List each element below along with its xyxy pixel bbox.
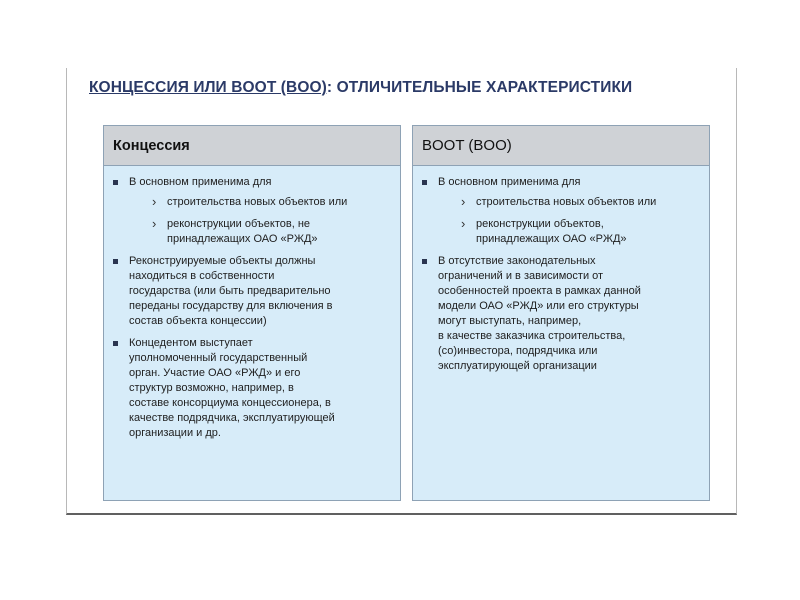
sub-list-item: › реконструкции объектов, не принадлежащих ОАО «РЖД» [129,217,390,247]
list-item: В основном применима для › строительства новых объектов или › реконструкции объектов, не принадлежащих ОАО «РЖД» [109,175,390,247]
boot-body [413,166,709,374]
list-item: В основном применима для › строительства новых объектов или › реконструкции объектов, принадлежащих ОАО «РЖД» [418,175,699,247]
boot-header: BOOT (BOO) [413,126,709,166]
slide-title [89,79,632,97]
sub-list-item: › строительства новых объектов или [129,195,390,210]
sub-list-item: › реконструкции объектов, принадлежащих ОАО «РЖД» [438,217,699,247]
concession-body [104,166,400,441]
title-rest: : ОТЛИЧИТЕЛЬНЫЕ ХАРАКТЕРИСТИКИ [326,79,633,96]
list-item: Концедентом выступает уполномоченный государственный орган. Участие ОАО «РЖД» и его структур возможно, например, в составе консорциума концессионера, в качестве подрядчика, эксплуатирующей организации и др. [109,336,390,441]
boot-column [412,125,710,501]
concession-header: Концессия [104,126,400,166]
concession-column [103,125,401,501]
list-item: Реконструируемые объекты должны находиться в собственности государства (или быть предварительно переданы государству для включения в состав объекта концессии) [109,254,390,329]
list-item: В отсутствие законодательных ограничений и в зависимости от особенностей проекта в рамках данной модели ОАО «РЖД» или его структуры могут выступать, например, в качестве заказчика строительства, (со)инвестора, подрядчика или эксплуатирующей организации [418,254,699,374]
title-underlined: КОНЦЕССИЯ ИЛИ BOOT (BOO) [89,79,327,96]
sub-list-item: › строительства новых объектов или [438,195,699,210]
